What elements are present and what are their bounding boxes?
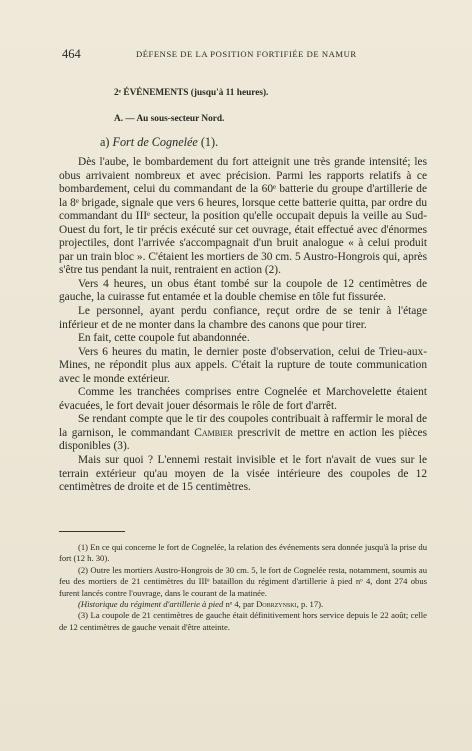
topic-prefix: a): [100, 135, 113, 149]
body-text: [59, 156, 427, 495]
page-number: 464: [62, 47, 81, 61]
paragraph: Le personnel, ayant perdu confiance, reçut ordre de se tenir à l'étage inférieur et de ne monter dans la chambre des canons que pour tirer.: [59, 305, 427, 331]
footnote-author: Dobrzynski: [256, 599, 297, 610]
subsection-heading: A. — Au sous-secteur Nord.: [114, 114, 225, 124]
paragraph-text: Se rendant compte que le tir des coupoles contribuait à raffermir le moral de la garnison, le commandant: [59, 413, 427, 439]
page-header: [62, 47, 418, 61]
paragraph: Vers 4 heures, un obus étant tombé sur la coupole de 12 centimètres de gauche, la cuirasse fut entamée et la double chemise en tôle fut fissurée.: [59, 277, 427, 304]
footnote-source-title: (Historique du régiment d'artillerie à pied: [78, 599, 224, 610]
person-name: Cambier: [194, 426, 233, 439]
footnote: (3) La coupole de 21 centimètres de gauche était définitivement hors service depuis le 22 août; celle de 12 centimètres de gauche venait d'être atteinte.: [59, 610, 427, 632]
footnote-text: nᵒ 4, par: [223, 599, 257, 610]
paragraph: Dès l'aube, le bombardement du fort atteignit une très grande intensité; les obus arrivaient nombreux et avec précision. Parmi les rapports relatifs à ce bombardement, celui du commandant de la 60ᵉ batterie du groupe d'artillerie de la 8ᵉ brigade, signale que vers 6 heures, lorsque cette batterie quitta, par ordre du commandant du IIIᵉ secteur, la position qu'elle occupait depuis la veille au Sud-Ouest du fort, le tir précis exécuté sur cet ouvrage, était effectué avec d'énormes projectiles, dont l'arrivée s'accompagnait d'un bruit analogue « à celui produit par un train bloc ». C'étaient les mortiers de 30 cm. 5 Austro-Hongrois qui, après s'être tus pendant la nuit, rentraient en action (2).: [59, 156, 427, 277]
topic-footnote-ref: (1).: [197, 135, 219, 149]
topic-heading: [100, 135, 218, 150]
footnotes: [59, 542, 427, 633]
section-heading: 2ᵉ ÉVÉNEMENTS (jusqu'à 11 heures).: [114, 88, 269, 98]
paragraph-text: prescrivit de mettre en action les pièces disponibles (3).: [59, 426, 427, 453]
footnote: (2) Outre les mortiers Austro-Hongrois de 30 cm. 5, le fort de Cognelée resta, notamment, soumis au feu des mortiers de 21 centimètres du IIIᵉ bataillon du régiment d'artillerie à pied nᵒ 4, dont 274 obus furent lancés contre l'ouvrage, dans le courant de la matinée.: [59, 564, 427, 598]
paragraph: Vers 6 heures du matin, le dernier poste d'observation, celui de Trieu-aux-Mines, ne répondit plus aux appels. C'était la rupture de toute communication avec le monde extérieur.: [59, 345, 427, 385]
paragraph: Mais sur quoi ? L'ennemi restait invisible et le fort n'avait de vues sur le terrain extérieur qu'au moyen de la visée intérieure des coupoles de 12 centimètres de droite et de 15 centimètres.: [59, 454, 427, 494]
running-head: DÉFENSE DE LA POSITION FORTIFIÉE DE NAMUR: [136, 49, 357, 59]
footnote: [59, 599, 427, 610]
footnote-divider: [59, 531, 125, 532]
footnote-text: , p. 17).: [296, 599, 324, 610]
topic-title: Fort de Cognelée: [112, 135, 198, 149]
paragraph: En fait, cette coupole fut abandonnée.: [78, 332, 250, 345]
paragraph: [59, 413, 427, 454]
paragraph: Comme les tranchées comprises entre Cognelée et Marchovelette étaient évacuées, le fort devait jouer désormais le rôle de fort d'arrêt.: [59, 386, 427, 412]
footnote: (1) En ce qui concerne le fort de Cognelée, la relation des événements sera donnée jusqu'à la prise du fort (12 h. 30).: [59, 542, 427, 564]
